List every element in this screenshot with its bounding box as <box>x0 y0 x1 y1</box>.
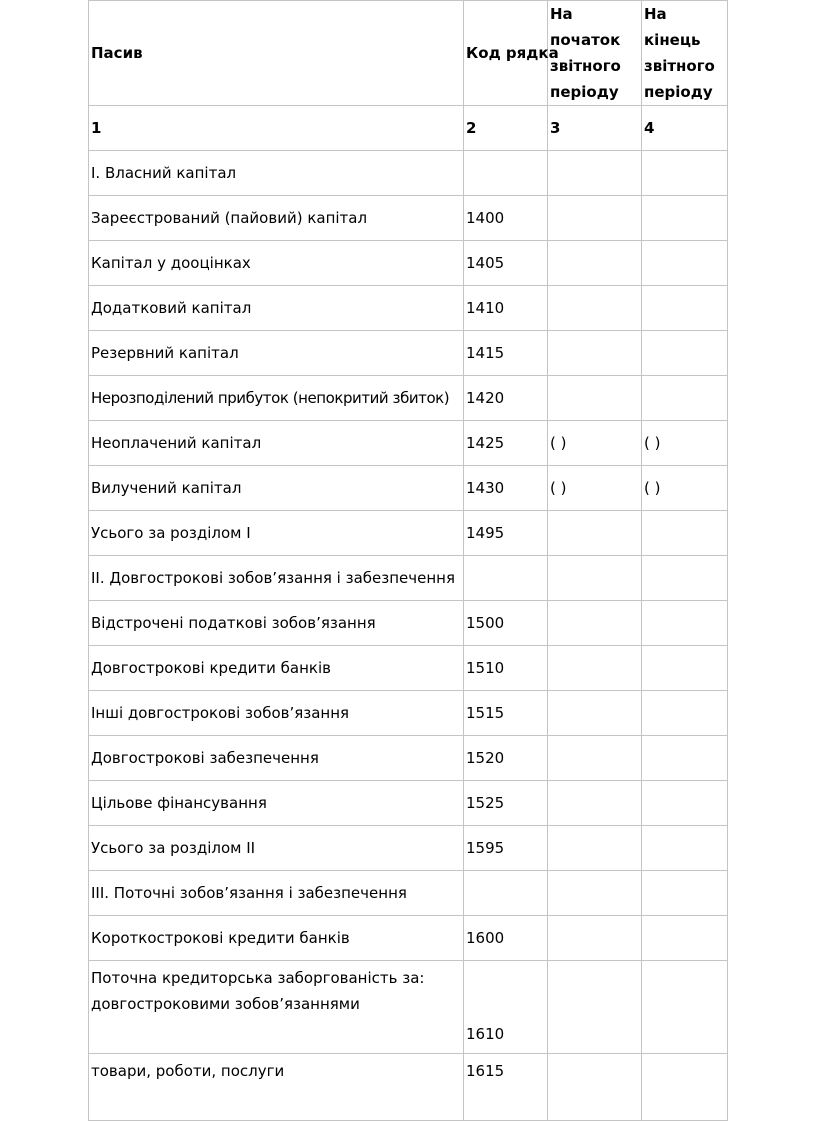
row-label: Інші довгострокові зобов’язання <box>89 691 464 736</box>
column-number: 2 <box>464 106 548 151</box>
row-start-value <box>548 331 642 376</box>
row-label: товари, роботи, послуги <box>89 1054 464 1121</box>
row-label: Капітал у дооцінках <box>89 241 464 286</box>
row-code: 1430 <box>464 466 548 511</box>
row-start-value <box>548 601 642 646</box>
row-label: Усього за розділом ІІ <box>89 826 464 871</box>
table-header-row <box>89 1 728 106</box>
row-start-value <box>548 826 642 871</box>
row-code: 1405 <box>464 241 548 286</box>
row-code: 1615 <box>464 1054 548 1121</box>
column-number: 4 <box>642 106 728 151</box>
header-liabilities: Пасив <box>89 1 464 106</box>
header-line-code: Код рядка <box>464 1 548 106</box>
column-numbers-row <box>89 106 728 151</box>
table-row <box>89 151 728 196</box>
row-code: 1425 <box>464 421 548 466</box>
row-code: 1525 <box>464 781 548 826</box>
row-label: Відстрочені податкові зобов’язання <box>89 601 464 646</box>
table-row <box>89 781 728 826</box>
row-start-value <box>548 376 642 421</box>
row-label: І. Власний капітал <box>89 151 464 196</box>
row-label: Зареєстрований (пайовий) капітал <box>89 196 464 241</box>
row-label-line: Поточна кредиторська заборгованість за: <box>91 969 425 987</box>
row-end-value: ( ) <box>642 466 728 511</box>
table-row <box>89 286 728 331</box>
row-code: 1510 <box>464 646 548 691</box>
row-label: Додатковий капітал <box>89 286 464 331</box>
row-label <box>89 961 464 1054</box>
row-start-value <box>548 736 642 781</box>
balance-liabilities-table <box>88 0 728 1121</box>
row-code: 1500 <box>464 601 548 646</box>
row-label: Резервний капітал <box>89 331 464 376</box>
row-end-value <box>642 961 728 1054</box>
row-code: 1415 <box>464 331 548 376</box>
row-start-value <box>548 871 642 916</box>
row-end-value <box>642 511 728 556</box>
table-row <box>89 466 728 511</box>
table-row <box>89 1054 728 1121</box>
row-end-value <box>642 556 728 601</box>
row-end-value <box>642 376 728 421</box>
row-code: 1495 <box>464 511 548 556</box>
row-code <box>464 871 548 916</box>
row-start-value <box>548 241 642 286</box>
row-start-value <box>548 961 642 1054</box>
row-end-value <box>642 871 728 916</box>
row-label-line: довгостроковими зобов’язаннями <box>91 995 360 1013</box>
table-row <box>89 241 728 286</box>
row-end-value <box>642 781 728 826</box>
table-row <box>89 691 728 736</box>
row-end-value <box>642 241 728 286</box>
row-end-value <box>642 916 728 961</box>
row-end-value <box>642 736 728 781</box>
row-code <box>464 151 548 196</box>
row-start-value <box>548 916 642 961</box>
row-start-value <box>548 151 642 196</box>
row-label: ІІІ. Поточні зобов’язання і забезпечення <box>89 871 464 916</box>
row-label: Вилучений капітал <box>89 466 464 511</box>
row-end-value <box>642 1054 728 1121</box>
row-start-value <box>548 646 642 691</box>
row-code: 1400 <box>464 196 548 241</box>
row-label: Короткострокові кредити банків <box>89 916 464 961</box>
row-end-value: ( ) <box>642 421 728 466</box>
row-code: 1520 <box>464 736 548 781</box>
row-code: 1600 <box>464 916 548 961</box>
row-start-value <box>548 286 642 331</box>
table-row <box>89 916 728 961</box>
table-row <box>89 511 728 556</box>
row-label: Усього за розділом І <box>89 511 464 556</box>
row-end-value <box>642 196 728 241</box>
row-code <box>464 556 548 601</box>
row-start-value: ( ) <box>548 466 642 511</box>
table-row <box>89 196 728 241</box>
row-code: 1420 <box>464 376 548 421</box>
header-period-end: На кінець звітного періоду <box>642 1 728 106</box>
row-label: Довгострокові забезпечення <box>89 736 464 781</box>
row-end-value <box>642 151 728 196</box>
row-end-value <box>642 601 728 646</box>
row-code: 1610 <box>464 961 548 1054</box>
row-start-value <box>548 511 642 556</box>
row-label: ІІ. Довгострокові зобов’язання і забезпечення <box>89 556 464 601</box>
row-code: 1410 <box>464 286 548 331</box>
row-end-value <box>642 331 728 376</box>
table-row <box>89 376 728 421</box>
row-start-value <box>548 691 642 736</box>
column-number: 1 <box>89 106 464 151</box>
row-code: 1515 <box>464 691 548 736</box>
row-label: Неоплачений капітал <box>89 421 464 466</box>
table-row <box>89 961 728 1054</box>
table-row <box>89 601 728 646</box>
row-label: Довгострокові кредити банків <box>89 646 464 691</box>
row-end-value <box>642 691 728 736</box>
table-row <box>89 331 728 376</box>
row-end-value <box>642 646 728 691</box>
row-end-value <box>642 826 728 871</box>
table-row <box>89 646 728 691</box>
row-start-value <box>548 1054 642 1121</box>
header-period-start: На початок звітного періоду <box>548 1 642 106</box>
row-start-value <box>548 781 642 826</box>
row-code: 1595 <box>464 826 548 871</box>
table-row <box>89 421 728 466</box>
row-end-value <box>642 286 728 331</box>
row-label: Нерозподілений прибуток (непокритий збиток) <box>89 376 464 421</box>
row-label: Цільове фінансування <box>89 781 464 826</box>
row-start-value <box>548 196 642 241</box>
table-row <box>89 736 728 781</box>
row-start-value: ( ) <box>548 421 642 466</box>
table-row <box>89 871 728 916</box>
column-number: 3 <box>548 106 642 151</box>
table-row <box>89 826 728 871</box>
table-row <box>89 556 728 601</box>
row-start-value <box>548 556 642 601</box>
